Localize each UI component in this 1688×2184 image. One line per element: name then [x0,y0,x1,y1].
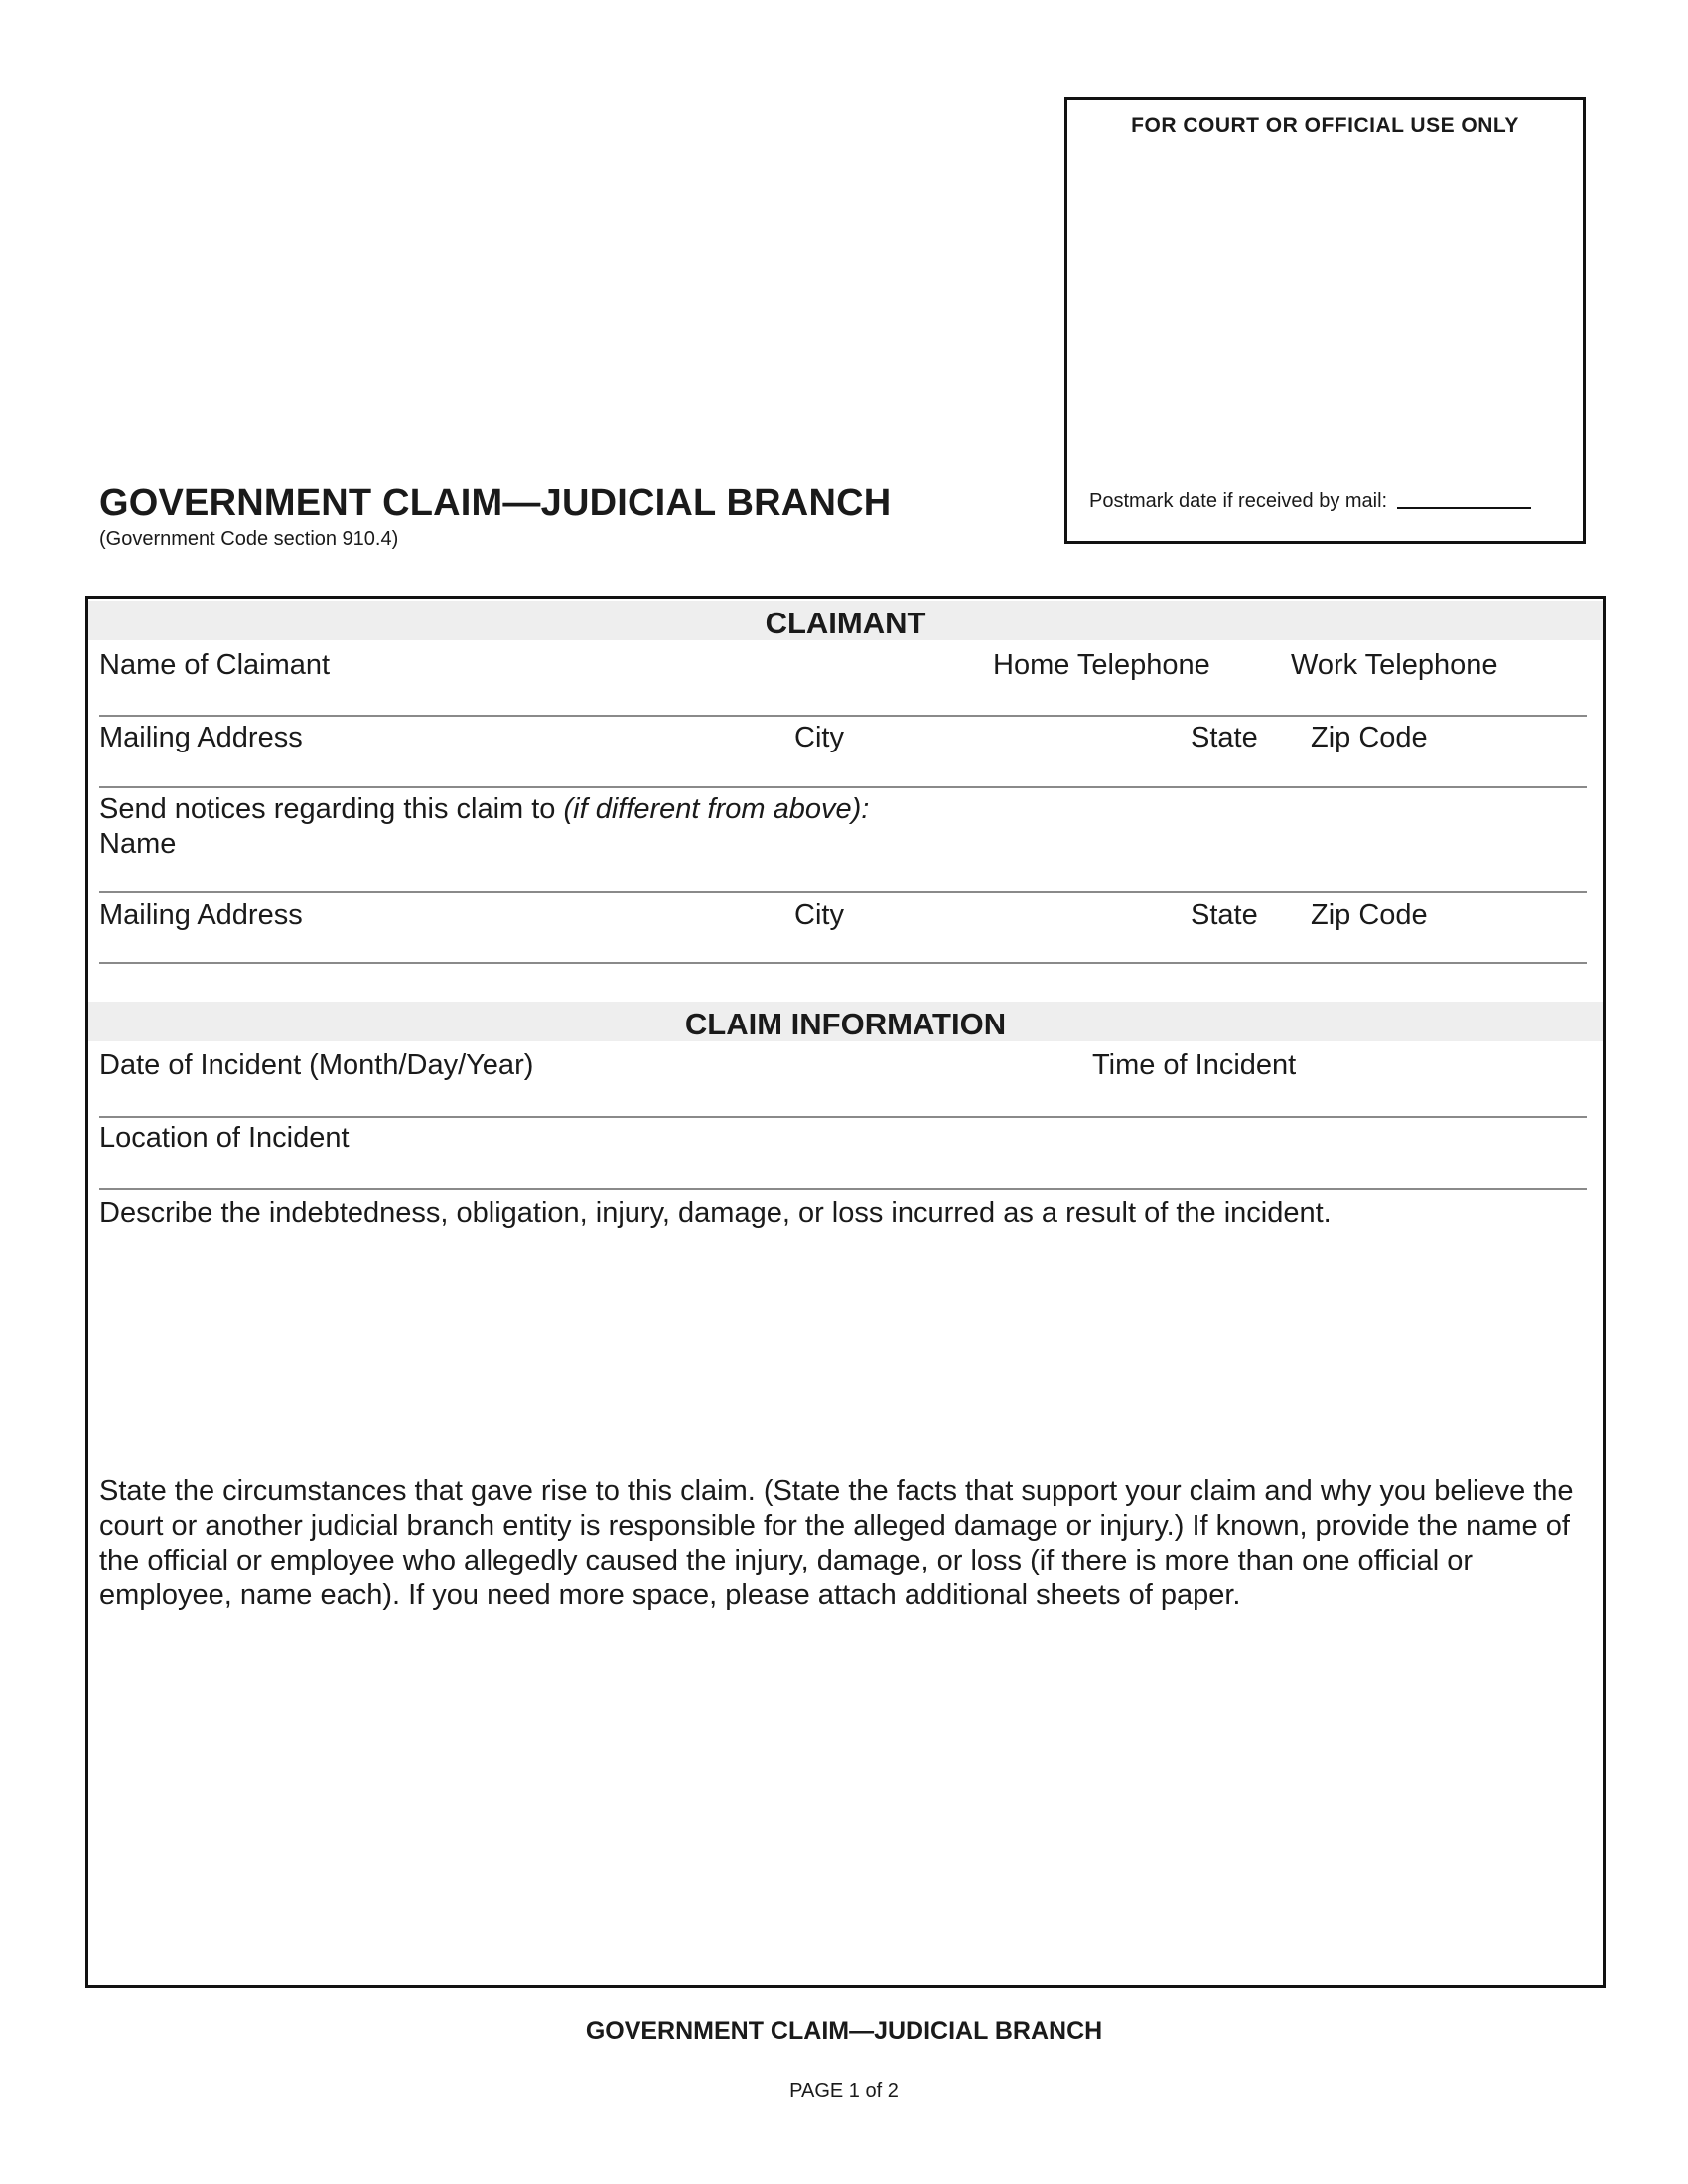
mailing-address-field[interactable] [99,786,1587,788]
mailing-address-label: Mailing Address [99,722,303,753]
postmark-row [1089,490,1531,513]
document-subtitle: (Government Code section 910.4) [99,528,399,550]
date-of-incident-label: Date of Incident (Month/Day/Year) [99,1049,534,1081]
claim-information-section-heading: CLAIM INFORMATION [88,1002,1603,1041]
claimant-section-heading: CLAIMANT [88,601,1603,640]
location-of-incident-label: Location of Incident [99,1122,350,1154]
describe-loss-field[interactable] [99,1239,1587,1467]
notice-state-label: State [1191,899,1258,931]
circumstances-label: State the circumstances that gave rise to this claim. (State the facts that support your claim and why you believe the court or another judicial branch entity is responsible for the alleged damage or injury.) If known, provide the name of the official or employee who allegedly caused the injury, damage, or loss (if there is more than one official or employee, name each). If you need more space, please attach additional sheets of paper. [99,1475,1574,1611]
name-of-claimant-label: Name of Claimant [99,649,331,681]
state-label: State [1191,722,1258,753]
circumstances-field[interactable] [99,1621,1587,1979]
notice-city-label: City [794,899,844,931]
claimant-name-field[interactable] [99,715,1587,717]
footer-title: GOVERNMENT CLAIM—JUDICIAL BRANCH [585,2017,1103,2045]
notice-mailing-address-label: Mailing Address [99,899,303,931]
postmark-date-field[interactable] [1397,507,1531,509]
time-of-incident-label: Time of Incident [1092,1049,1297,1081]
describe-loss-label: Describe the indebtedness, obligation, injury, damage, or loss incurred as a result of the incident. [99,1197,1332,1229]
home-telephone-label: Home Telephone [993,649,1210,681]
notice-mailing-address-field[interactable] [99,962,1587,964]
document-title: GOVERNMENT CLAIM—JUDICIAL BRANCH [99,482,892,524]
send-notices-label [99,793,869,826]
official-use-title: FOR COURT OR OFFICIAL USE ONLY [1131,114,1519,137]
incident-date-time-field[interactable] [99,1116,1587,1118]
claim-form-box [85,596,1606,1988]
send-notices-note: (if different from above): [563,793,870,825]
zip-code-label: Zip Code [1311,722,1428,753]
notice-name-field[interactable] [99,891,1587,893]
page-number: PAGE 1 of 2 [789,2080,899,2102]
work-telephone-label: Work Telephone [1291,649,1498,681]
send-notices-text: Send notices regarding this claim to [99,793,564,825]
location-of-incident-field[interactable] [99,1188,1587,1190]
notice-zip-code-label: Zip Code [1311,899,1428,931]
notice-name-label: Name [99,828,177,860]
city-label: City [794,722,844,753]
postmark-label: Postmark date if received by mail: [1089,490,1388,512]
official-use-box [1064,97,1586,544]
